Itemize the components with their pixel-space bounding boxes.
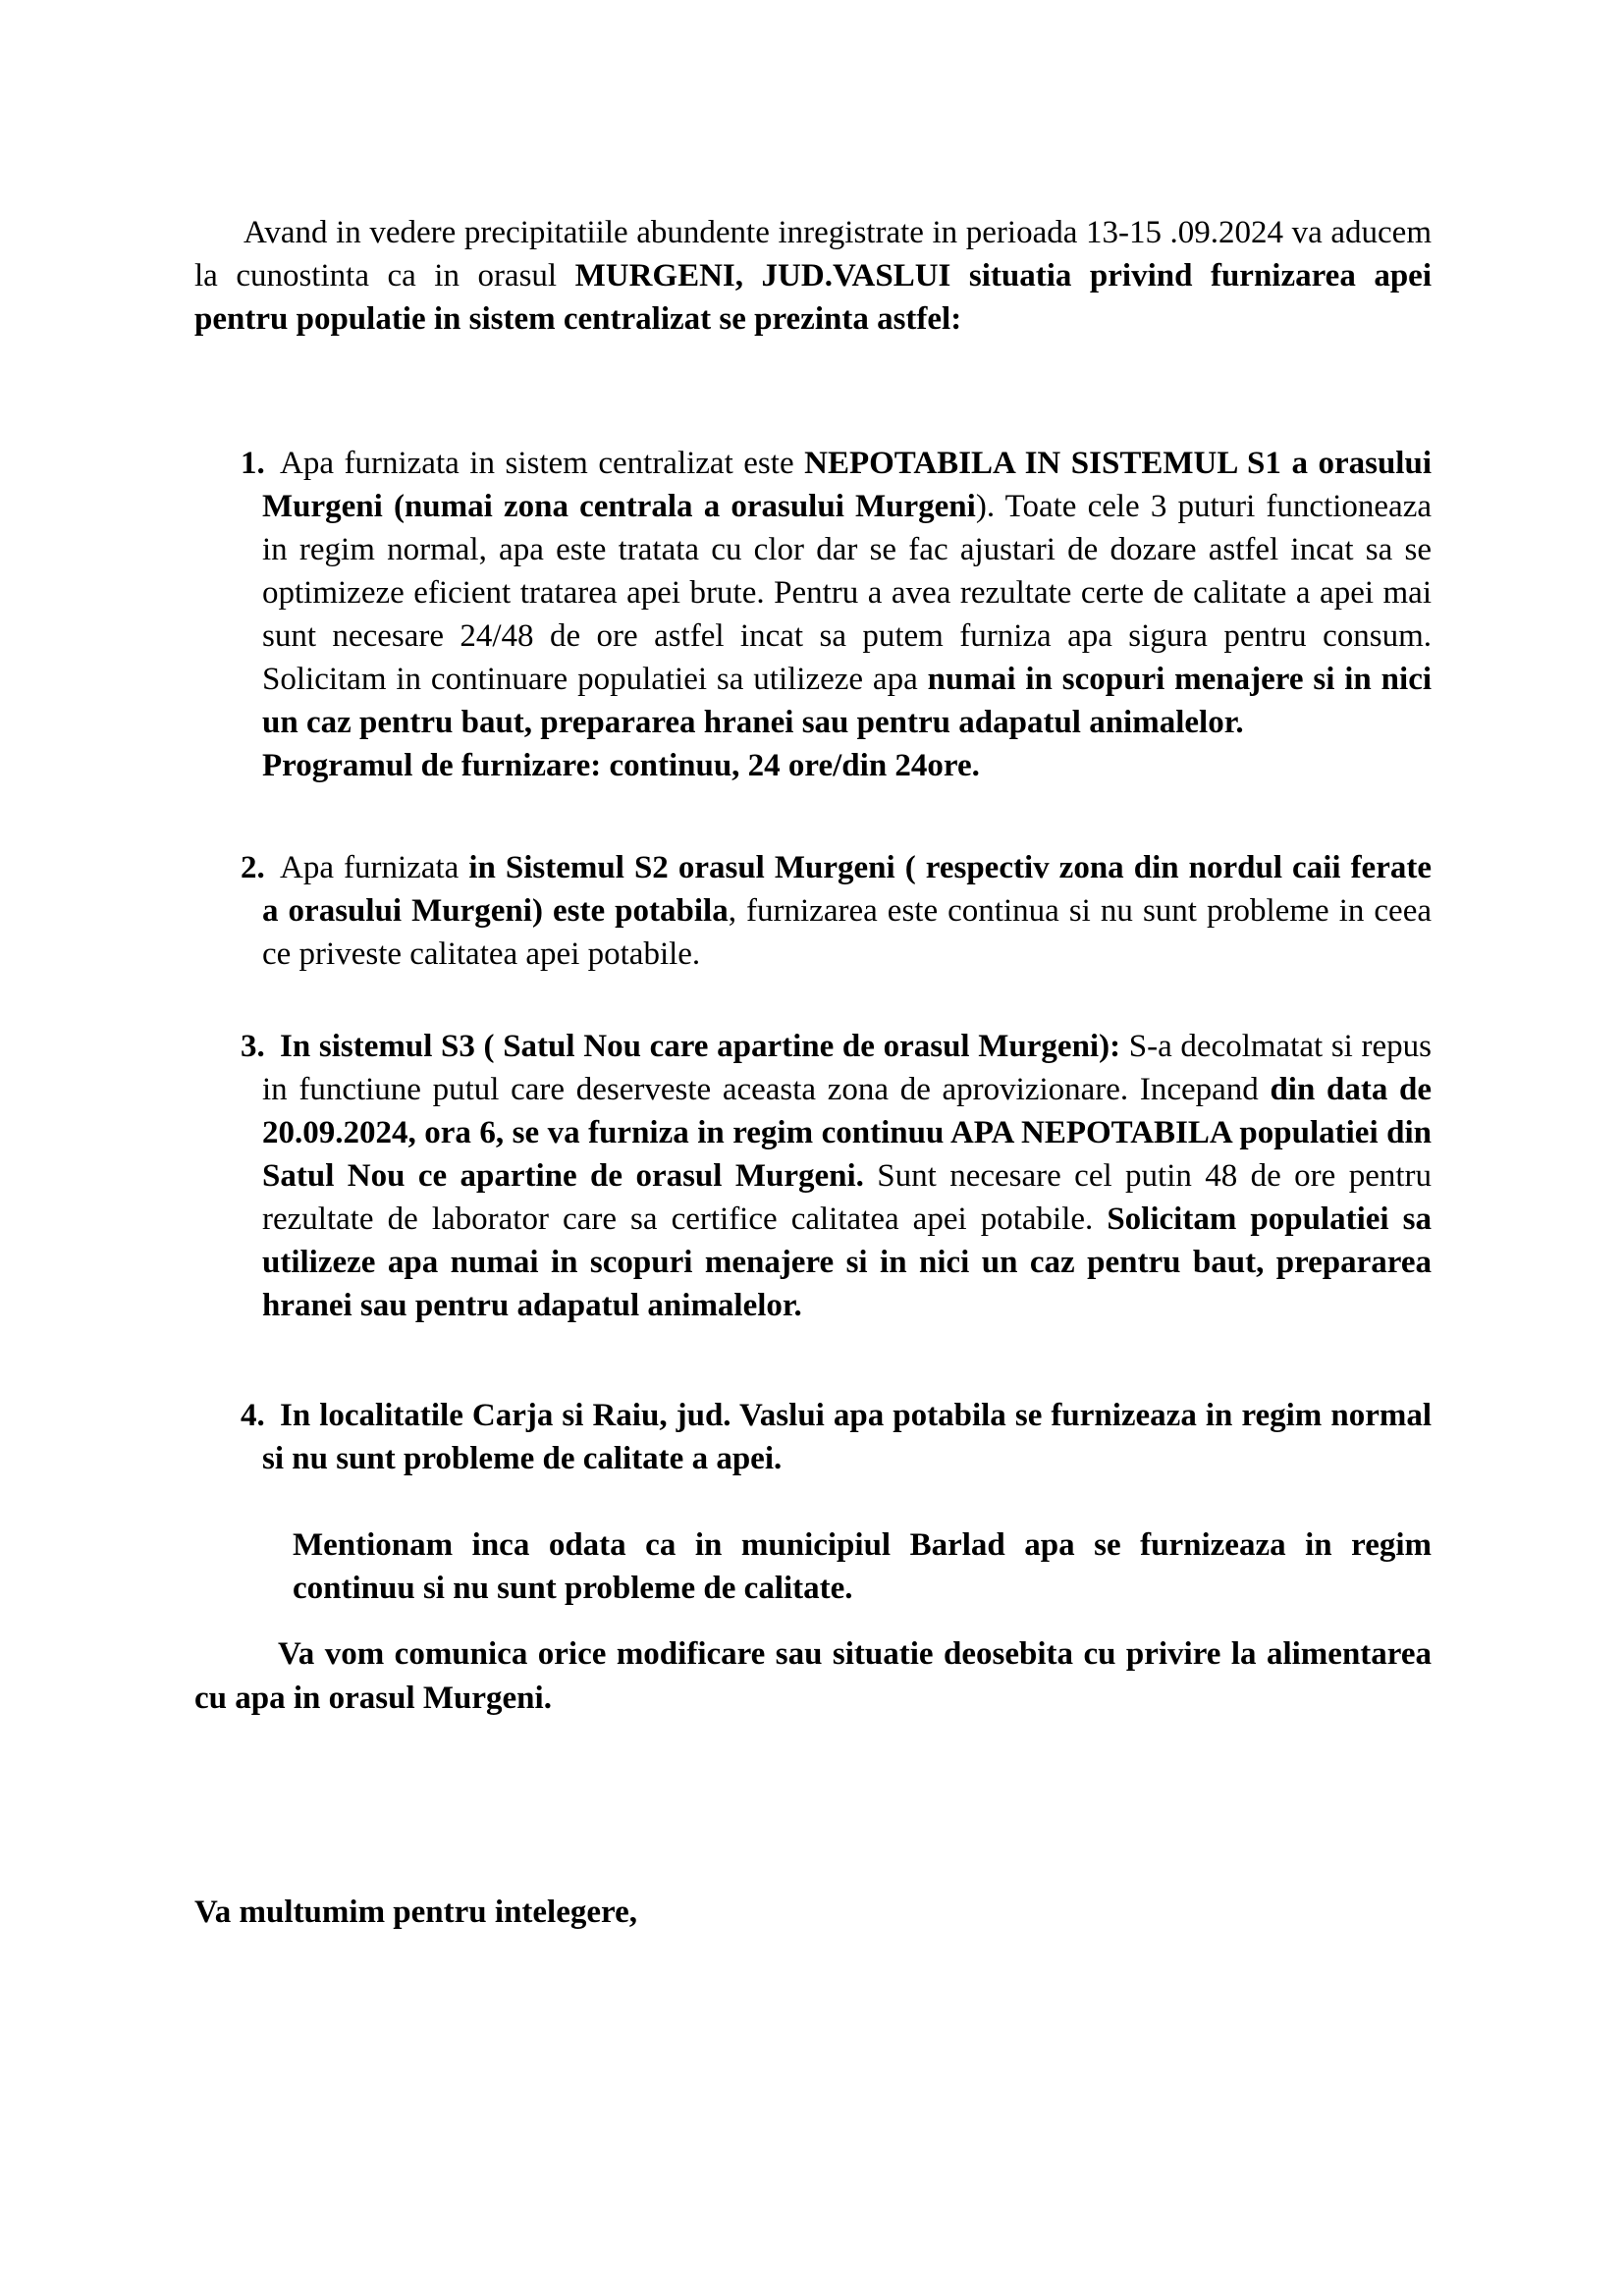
list-item-1-text xyxy=(262,442,1432,744)
text-run-bold: in Sistemul S2 orasul Murgeni ( respectiv zona din nordul caii ferate a orasului Murgeni) este potabila xyxy=(262,850,1432,929)
text-run-bold: Solicitam populatiei sa utilizeze apa numai in scopuri menajere si in nici un caz pentru baut, prepararea hranei sau pentru adapatul animalelor. xyxy=(262,1201,1432,1323)
list-item-4 xyxy=(241,1394,1432,1480)
list-item-2-number: 2. xyxy=(241,850,265,885)
text-run: , furnizarea este continua si nu sunt probleme in ceea ce priveste calitatea apei potabile. xyxy=(262,893,1433,972)
text-run: Sunt necesare cel putin 48 de ore pentru rezultate de laborator care sa certifice calitatea apei potabile. xyxy=(262,1158,1433,1237)
text-run: ). Toate cele 3 puturi functioneaza in regim normal, apa este tratata cu clor dar se fac ajustari de dozare astfel incat sa se optimizeze eficient tratarea apei brute. Pentru a avea rezultate certe de calitate a apei mai sunt necesare 24/48 de ore astfel incat sa putem furniza apa sigura pentru consum. Solicitam in continuare populatiei sa utilizeze apa xyxy=(262,489,1432,697)
text-run: Apa furnizata in sistem centralizat este xyxy=(280,446,805,481)
text-run-bold: din data de 20.09.2024, ora 6, se va furniza in regim continuu APA NEPOTABILA populatiei din Satul Nou ce apartine de orasul Murgeni. xyxy=(262,1072,1432,1194)
paragraph-mentionam: Mentionam inca odata ca in municipiul Barlad apa se furnizeaza in regim continuu si nu sunt probleme de calitate. xyxy=(293,1527,1432,1606)
text-run-bold: In sistemul S3 ( Satul Nou care apartine de orasul Murgeni): xyxy=(280,1029,1129,1064)
list-item-4-text xyxy=(262,1394,1432,1480)
list-item-1-number: 1. xyxy=(241,446,265,481)
list-item-3 xyxy=(241,1025,1433,1327)
text-run-bold: numai in scopuri menajere si in nici un caz pentru baut, prepararea hranei sau pentru adapatul animalelor. xyxy=(262,662,1433,740)
list-item-4-number: 4. xyxy=(241,1398,265,1433)
text-run-bold: In localitatile Carja si Raiu, jud. Vaslui apa potabila se furnizeaza in regim normal si nu sunt probleme de calitate a apei. xyxy=(262,1398,1432,1476)
list-item-3-number: 3. xyxy=(241,1029,265,1064)
list-item-2 xyxy=(241,846,1433,976)
list-item-3-text xyxy=(262,1025,1432,1327)
list-item-2-text xyxy=(262,846,1432,976)
paragraph-intro xyxy=(194,211,1432,341)
text-run: S-a decolmatat si repus in functiune putul care deserveste aceasta zona de aprovizionare. Incepand xyxy=(262,1029,1432,1107)
list-item-1-schedule: Programul de furnizare: continuu, 24 ore/din 24ore. xyxy=(262,748,980,783)
text-run: Apa furnizata xyxy=(280,850,469,885)
paragraph-closing: Va vom comunica orice modificare sau situatie deosebita cu privire la alimentarea cu apa in orasul Murgeni. xyxy=(194,1636,1432,1716)
list-item-1 xyxy=(241,442,1433,787)
intro-run-bold: MURGENI, JUD.VASLUI situatia privind furnizarea apei pentru populatie in sistem centralizat se prezinta astfel: xyxy=(194,258,1432,337)
paragraph-thanks: Va multumim pentru intelegere, xyxy=(194,1895,637,1930)
intro-run-normal: Avand in vedere precipitatiile abundente inregistrate in perioada 13-15 .09.2024 va aducem la cunostinta ca in orasul xyxy=(194,215,1432,294)
text-run-bold: NEPOTABILA IN SISTEMUL S1 a orasului Murgeni (numai zona centrala a orasului Murgeni xyxy=(262,446,1433,524)
